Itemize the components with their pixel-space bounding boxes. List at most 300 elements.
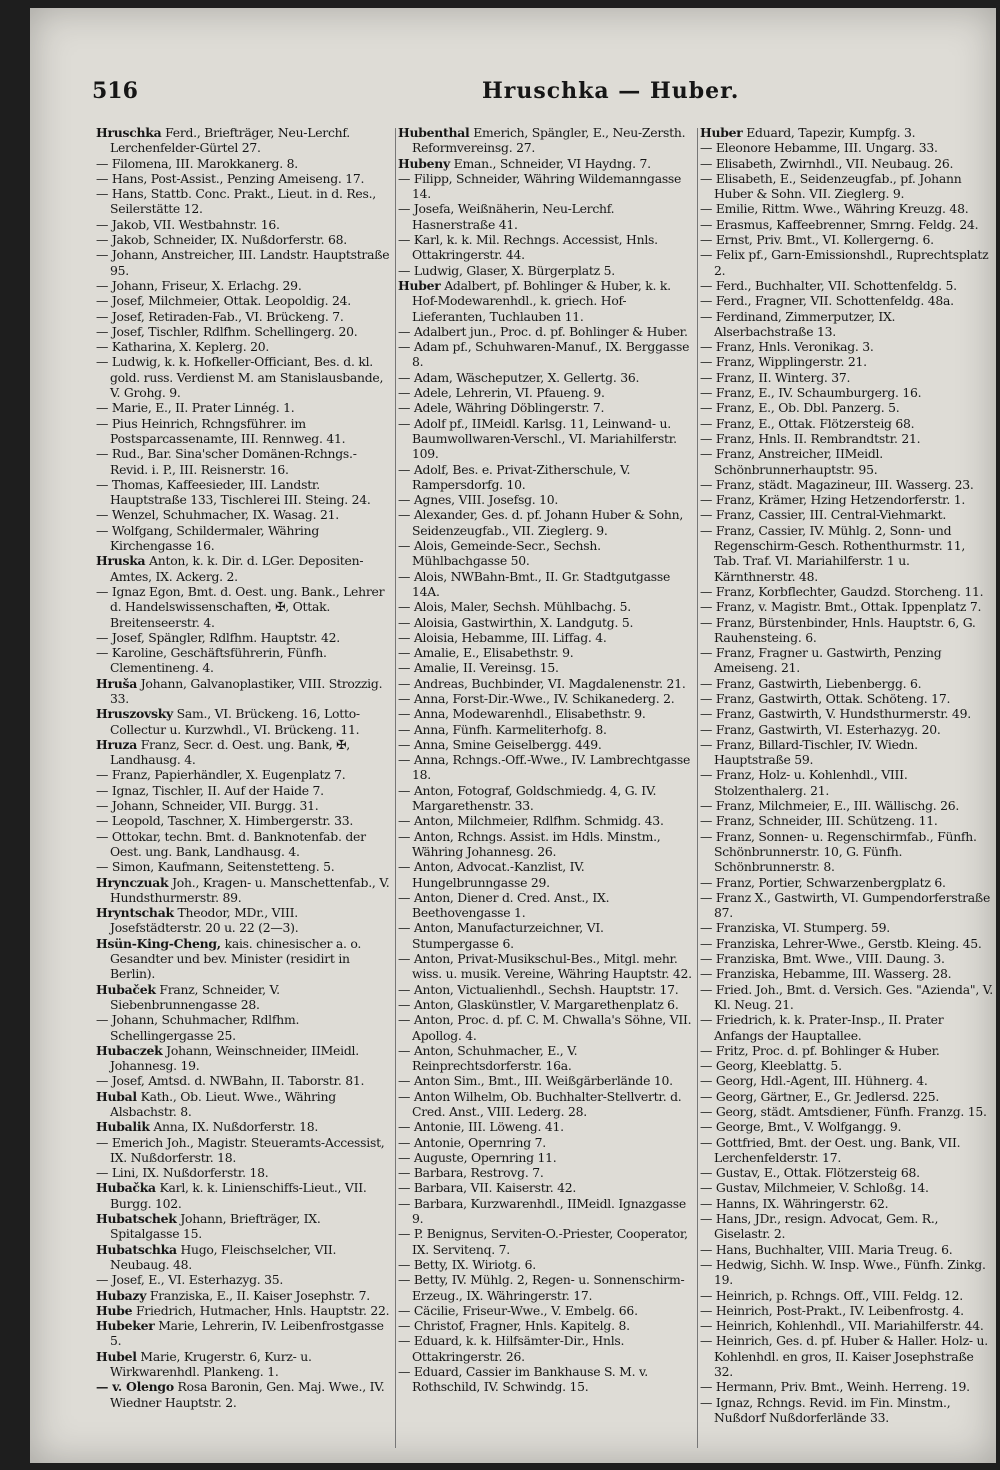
- directory-entry: [96, 783, 392, 798]
- entry-text: — Josef, Spängler, Rdlfhm. Hauptstr. 42.: [96, 629, 340, 645]
- entry-text: — George, Bmt., V. Wolfgangg. 9.: [700, 1119, 902, 1135]
- entry-surname: Hruza: [96, 736, 138, 752]
- entry-text: — Rud., Bar. Sina'scher Domänen-Rchngs.-Revid. i. P., III. Reisnerstr. 16.: [96, 446, 357, 477]
- entry-text: — Josef, Milchmeier, Ottak. Leopoldig. 24.: [96, 293, 351, 309]
- directory-entry: [96, 1012, 392, 1043]
- directory-entry: [398, 462, 694, 493]
- directory-entry: [398, 829, 694, 860]
- entry-text: Friedrich, Hutmacher, Hnls. Hauptstr. 22.: [132, 1302, 390, 1318]
- directory-entry: [96, 706, 392, 737]
- directory-entry: [700, 1303, 994, 1318]
- entry-text: — Wolfgang, Schildermaler, Währing Kirchengasse 16.: [96, 522, 320, 554]
- entry-text: Kath., Ob. Lieut. Wwe., Währing Alsbachstr. 8.: [110, 1088, 336, 1119]
- directory-entry: [398, 1165, 694, 1180]
- entry-text: — Josef, E., VI. Esterhazyg. 35.: [96, 1272, 284, 1288]
- directory-entry: [96, 247, 392, 278]
- entry-text: — Adolf, Bes. e. Privat-Zitherschule, V. Rampersdorfg. 10.: [398, 461, 631, 492]
- entry-text: — Alexander, Ges. d. pf. Johann Huber & Sohn, Seidenzeugfab., VII. Zieglerg. 9.: [398, 507, 684, 538]
- directory-entry: [700, 309, 994, 340]
- column-1: [96, 125, 392, 1410]
- entry-surname: — v. Olengo: [96, 1379, 174, 1395]
- entry-text: — Franz, E., Ob. Dbl. Panzerg. 5.: [700, 400, 900, 416]
- entry-text: Anna, IX. Nußdorferstr. 18.: [149, 1119, 319, 1135]
- directory-entry: [700, 737, 994, 768]
- directory-entry: [96, 1318, 392, 1349]
- entry-text: — Franz, Gastwirth, V. Hundsthurmerstr. 49.: [700, 706, 971, 722]
- directory-entry: [700, 370, 994, 385]
- directory-entry: [96, 630, 392, 645]
- entry-text: Johann, Galvanoplastiker, VIII. Strozzig. 33.: [110, 675, 383, 706]
- directory-entry: [96, 584, 392, 630]
- entry-text: — Anna, Forst-Dir.-Wwe., IV. Schikanederg. 2.: [398, 690, 675, 706]
- entry-text: — Filipp, Schneider, Währing Wildemanngasse 14.: [398, 170, 682, 202]
- entry-text: Franz, Schneider, V. Siebenbrunnengasse 28.: [110, 981, 280, 1012]
- directory-entry: [96, 217, 392, 232]
- entry-text: — Hedwig, Sichh. W. Insp. Wwe., Fünfh. Zinkg. 19.: [700, 1256, 986, 1288]
- entry-text: Franziska, E., II. Kaiser Josephstr. 7.: [146, 1287, 370, 1303]
- entry-text: Ferd., Briefträger, Neu-Lerchf. Lerchenfelder-Gürtel 27.: [110, 125, 350, 156]
- directory-entry: [700, 1318, 994, 1333]
- directory-entry: [96, 446, 392, 477]
- directory-entry: [398, 1089, 694, 1120]
- directory-entry: [700, 951, 994, 966]
- entry-text: — Hans, Stattb. Conc. Prakt., Lieut. in d. Res., Seilerstätte 12.: [96, 186, 376, 217]
- entry-text: — Anna, Rchngs.-Off.-Wwe., IV. Lambrechtgasse 18.: [398, 752, 691, 783]
- directory-entry: [398, 722, 694, 737]
- entry-text: — Ottokar, techn. Bmt. d. Banknotenfab. der Oest. ung. Bank, Landhausg. 4.: [96, 828, 366, 859]
- entry-text: — Felix pf., Garn-Emissionshdl., Ruprechtsplatz 2.: [700, 247, 989, 278]
- entry-text: — Franz, E., Ottak. Flötzersteig 68.: [700, 415, 915, 431]
- entry-text: — Franz, Hnls. II. Rembrandtstr. 21.: [700, 430, 921, 446]
- entry-text: — Heinrich, Post-Prakt., IV. Leibenfrostg. 4.: [700, 1302, 964, 1318]
- entry-text: — Johann, Friseur, X. Erlachg. 29.: [96, 277, 302, 293]
- directory-entry: [700, 431, 994, 446]
- entry-surname: Hubatschek: [96, 1211, 177, 1227]
- entry-surname: Hube: [96, 1302, 133, 1318]
- entry-text: — Franz, Sonnen- u. Regenschirmfab., Fünfh. Schönbrunnerstr. 10, G. Fünfh. Schönbrunnerstr. 8.: [700, 828, 977, 875]
- directory-entry: [96, 1379, 392, 1410]
- entry-text: — Josef, Tischler, Rdlfhm. Schellingerg. 20.: [96, 323, 358, 339]
- entry-text: — Adele, Lehrerin, VI. Pfaueng. 9.: [398, 385, 605, 401]
- directory-entry: [398, 370, 694, 385]
- directory-entry: [398, 890, 694, 921]
- directory-entry: [398, 1364, 694, 1395]
- entry-text: — Franz, v. Magistr. Bmt., Ottak. Ippenplatz 7.: [700, 599, 982, 615]
- directory-entry: [398, 1226, 694, 1257]
- entry-text: — Franz, Bürstenbinder, Hnls. Hauptstr. 6, G. Rauhensteing. 6.: [700, 614, 976, 645]
- directory-entry: [96, 339, 392, 354]
- directory-entry: [700, 1043, 994, 1058]
- entry-text: — Adam pf., Schuhwaren-Manuf., IX. Berggasse 8.: [398, 339, 690, 370]
- directory-entry: [398, 278, 694, 324]
- entry-text: — Franz, E., IV. Schaumburgerg. 16.: [700, 385, 922, 401]
- entry-surname: Hubeker: [96, 1318, 155, 1334]
- directory-entry: [700, 354, 994, 369]
- directory-entry: [398, 400, 694, 415]
- directory-entry: [398, 569, 694, 600]
- directory-entry: [398, 125, 694, 156]
- entry-text: — Barbara, Kurzwarenhdl., IIMeidl. Ignazgasse 9.: [398, 1195, 686, 1227]
- entry-text: — Amalie, E., Elisabethstr. 9.: [398, 645, 574, 661]
- directory-entry: [96, 829, 392, 860]
- directory-entry: [700, 920, 994, 935]
- entry-text: — Heinrich, p. Rchngs. Off., VIII. Feldg. 12.: [700, 1287, 963, 1303]
- directory-entry: [700, 1257, 994, 1288]
- entry-text: — Franz, städt. Magazineur, III. Wasserg. 23.: [700, 476, 974, 492]
- entry-text: — Anton, Manufacturzeichner, VI. Stumpergasse 6.: [398, 920, 604, 951]
- entry-text: — Anton, Fotograf, Goldschmiedg. 4, G. IV. Margarethenstr. 33.: [398, 782, 657, 814]
- directory-entry: [96, 293, 392, 308]
- entry-text: — Franz, Anstreicher, IIMeidl. Schönbrunnerhauptstr. 95.: [700, 446, 883, 477]
- entry-surname: Huber: [398, 277, 441, 293]
- entry-text: Hugo, Fleischselcher, VII. Neubaug. 48.: [110, 1241, 337, 1272]
- directory-entry: [700, 722, 994, 737]
- entry-text: — Elisabeth, E., Seidenzeugfab., pf. Johann Huber & Sohn. VII. Zieglerg. 9.: [700, 170, 962, 202]
- directory-entry: [96, 507, 392, 522]
- directory-entry: [398, 1303, 694, 1318]
- entry-text: — Franz, Papierhändler, X. Eugenplatz 7.: [96, 767, 346, 783]
- entry-text: — Franz, II. Winterg. 37.: [700, 369, 851, 385]
- entry-text: — Anton, Schuhmacher, E., V. Reinprechtsdorferstr. 16a.: [398, 1042, 578, 1074]
- directory-entry: [700, 936, 994, 951]
- entry-surname: Hubazy: [96, 1287, 147, 1303]
- directory-entry: [700, 706, 994, 721]
- entry-text: — Betty, IX. Wiriotg. 6.: [398, 1256, 536, 1272]
- directory-entry: [700, 232, 994, 247]
- directory-entry: [398, 1073, 694, 1088]
- directory-entry: [398, 1135, 694, 1150]
- directory-entry: [398, 339, 694, 370]
- directory-entry: [700, 584, 994, 599]
- directory-entry: [96, 737, 392, 768]
- entry-text: — Franziska, Bmt. Wwe., VIII. Daung. 3.: [700, 951, 945, 967]
- directory-entry: [398, 951, 694, 982]
- directory-entry: [700, 829, 994, 875]
- directory-entry: [96, 1089, 392, 1120]
- entry-text: — Gottfried, Bmt. der Oest. ung. Bank, VII. Lerchenfelderstr. 17.: [700, 1134, 961, 1165]
- entry-text: — Karl, k. k. Mil. Rechngs. Accessist, Hnls. Ottakringerstr. 44.: [398, 232, 658, 263]
- directory-entry: [96, 936, 392, 982]
- directory-entry: [96, 278, 392, 293]
- entry-text: — Anton, Milchmeier, Rdlfhm. Schmidg. 43.: [398, 813, 664, 829]
- directory-entry: [398, 492, 694, 507]
- directory-entry: [700, 278, 994, 293]
- entry-text: — Johann, Schneider, VII. Burgg. 31.: [96, 798, 319, 814]
- directory-entry: [398, 1318, 694, 1333]
- entry-text: — Georg, städt. Amtsdiener, Fünfh. Franzg. 15.: [700, 1104, 987, 1119]
- entry-text: — Hermann, Priv. Bmt., Weinh. Herreng. 19.: [700, 1379, 970, 1395]
- directory-entry: [398, 1043, 694, 1074]
- directory-entry: [700, 1333, 994, 1379]
- directory-entry: [700, 599, 994, 614]
- entry-text: Eman., Schneider, VI Haydng. 7.: [449, 155, 651, 171]
- entry-text: — Adele, Währing Döblingerstr. 7.: [398, 400, 605, 416]
- directory-entry: [398, 645, 694, 660]
- directory-entry: [398, 507, 694, 538]
- entry-text: — Leopold, Taschner, X. Himbergerstr. 33.: [96, 813, 354, 829]
- directory-entry: [700, 1180, 994, 1195]
- entry-text: — Ignaz, Rchngs. Revid. im Fin. Minstm., Nußdorf Nußdorferlände 33.: [700, 1394, 951, 1425]
- entry-surname: Hryntschak: [96, 905, 174, 921]
- directory-entry: [700, 1196, 994, 1211]
- directory-entry: [96, 645, 392, 676]
- directory-entry: [700, 1395, 994, 1426]
- entry-text: — Jakob, VII. Westbahnstr. 16.: [96, 216, 280, 232]
- directory-entry: [398, 615, 694, 630]
- entry-text: Johann, Briefträger, IX. Spitalgasse 15.: [110, 1211, 321, 1242]
- entry-text: Franz, Secr. d. Oest. ung. Bank, ✠, Landhausg. 4.: [110, 736, 350, 768]
- directory-entry: [398, 676, 694, 691]
- directory-entry: [398, 1119, 694, 1134]
- directory-entry: [96, 1119, 392, 1134]
- entry-text: — Anton, Victualienhdl., Sechsh. Hauptstr. 17.: [398, 981, 679, 997]
- directory-entry: [700, 798, 994, 813]
- directory-entry: [96, 1165, 392, 1180]
- entry-text: — Franz, Gastwirth, Ottak. Schöteng. 17.: [700, 690, 951, 706]
- entry-text: — Franz, Hnls. Veronikag. 3.: [700, 339, 874, 355]
- directory-entry: [700, 1104, 994, 1119]
- entry-text: — Aloisia, Hebamme, III. Liffag. 4.: [398, 629, 607, 645]
- entry-text: — Anton, Rchngs. Assist. im Hdls. Minstm., Währing Johannesg. 26.: [398, 828, 661, 859]
- entry-surname: Hruschka: [96, 125, 162, 140]
- directory-entry: [96, 324, 392, 339]
- directory-entry: [398, 997, 694, 1012]
- entry-surname: Hsün-King-Cheng,: [96, 935, 221, 951]
- entry-text: — Ferdinand, Zimmerputzer, IX. Alserbachstraße 13.: [700, 308, 896, 339]
- page-header: [92, 78, 992, 118]
- entry-text: — Franz, Billard-Tischler, IV. Wiedn. Hauptstraße 59.: [700, 736, 918, 768]
- entry-text: — Anton, Proc. d. pf. C. M. Chwalla's Söhne, VII. Apollog. 4.: [398, 1012, 692, 1043]
- directory-entry: [398, 599, 694, 614]
- directory-entry: [398, 1012, 694, 1043]
- entry-text: — Filomena, III. Marokkanerg. 8.: [96, 155, 298, 171]
- entry-text: — Pius Heinrich, Rchngsführer. im Postsparcassenamte, III. Rennweg. 41.: [96, 415, 346, 446]
- entry-surname: Hruszovsky: [96, 706, 173, 722]
- directory-entry: [700, 523, 994, 584]
- entry-text: — Georg, Kleeblattg. 5.: [700, 1058, 842, 1074]
- entry-surname: Hubel: [96, 1348, 137, 1364]
- entry-text: — Jakob, Schneider, IX. Nußdorferstr. 68.: [96, 232, 347, 248]
- entry-surname: Hruska: [96, 553, 146, 569]
- directory-entry: [700, 416, 994, 431]
- directory-entry: [96, 1288, 392, 1303]
- entry-text: — Franziska, Hebamme, III. Wasserg. 28.: [700, 966, 952, 982]
- directory-entry: [398, 737, 694, 752]
- entry-text: — Franz, Milchmeier, E., III. Wällischg. 26.: [700, 798, 960, 814]
- page-title: Hruschka — Huber.: [482, 78, 740, 104]
- directory-entry: [96, 232, 392, 247]
- directory-entry: [398, 201, 694, 232]
- entry-text: — Wenzel, Schuhmacher, IX. Wasag. 21.: [96, 507, 339, 523]
- entry-text: — Andreas, Buchbinder, VI. Magdalenenstr. 21.: [398, 675, 686, 691]
- entry-text: Marie, Krugerstr. 6, Kurz- u. Wirkwarenhdl. Plankeng. 1.: [110, 1348, 312, 1380]
- entry-surname: Hubaczek: [96, 1042, 163, 1058]
- directory-entry: [96, 982, 392, 1013]
- directory-entry: [96, 477, 392, 508]
- entry-text: — Ignaz Egon, Bmt. d. Oest. ung. Bank., Lehrer d. Handelswissenschaften, ✠, Ottak. Breitenseerstr. 4.: [96, 583, 385, 630]
- directory-entry: [96, 156, 392, 171]
- entry-text: — Josef, Amtsd. d. NWBahn, II. Taborstr. 81.: [96, 1073, 365, 1089]
- directory-entry: [700, 293, 994, 308]
- entry-text: — Antonie, Opernring 7.: [398, 1134, 546, 1150]
- entry-text: — Eduard, Cassier im Bankhause S. M. v. Rothschild, IV. Schwindg. 15.: [398, 1364, 648, 1395]
- entry-text: — Johann, Anstreicher, III. Landstr. Hauptstraße 95.: [96, 247, 390, 278]
- entry-text: — Josefa, Weißnäherin, Neu-Lerchf. Hasnerstraße 41.: [398, 201, 615, 232]
- directory-entry: [700, 1012, 994, 1043]
- entry-text: — Simon, Kaufmann, Seitenstetteng. 5.: [96, 859, 335, 875]
- entry-text: — Amalie, II. Vereinsg. 15.: [398, 660, 559, 676]
- entry-surname: Hubeny: [398, 155, 450, 171]
- directory-entry: [700, 676, 994, 691]
- entry-text: — Eduard, k. k. Hilfsämter-Dir., Hnls. Ottakringerstr. 26.: [398, 1333, 625, 1364]
- directory-entry: [398, 1257, 694, 1272]
- directory-entry: [700, 446, 994, 477]
- entry-text: — Anton Sim., Bmt., III. Weißgärberlände 10.: [398, 1073, 673, 1089]
- entry-surname: Hubaček: [96, 981, 156, 997]
- directory-entry: [700, 492, 994, 507]
- directory-entry: [398, 630, 694, 645]
- directory-entry: [96, 1349, 392, 1380]
- entry-surname: Hubenthal: [398, 125, 470, 140]
- entry-text: — Franz, Cassier, III. Central-Viehmarkt.: [700, 507, 947, 523]
- entry-text: — Hans, JDr., resign. Advocat, Gem. R., Giselastr. 2.: [700, 1211, 939, 1242]
- directory-entry: [700, 1211, 994, 1242]
- entry-text: — Franz, Wipplingerstr. 21.: [700, 354, 867, 370]
- directory-entry: [700, 1058, 994, 1073]
- directory-entry: [398, 156, 694, 171]
- directory-entry: [398, 263, 694, 278]
- directory-entry: [700, 1165, 994, 1180]
- entry-text: — Gustav, Milchmeier, V. Schloßg. 14.: [700, 1180, 929, 1196]
- directory-entry: [398, 691, 694, 706]
- directory-entry: [700, 645, 994, 676]
- directory-entry: [398, 706, 694, 721]
- directory-entry: [700, 156, 994, 171]
- directory-entry: [398, 859, 694, 890]
- directory-entry: [700, 339, 994, 354]
- directory-entry: [700, 982, 994, 1013]
- directory-entry: [398, 752, 694, 783]
- entry-surname: Hrynczuak: [96, 874, 169, 890]
- entry-text: — Franz, Krämer, Hzing Hetzendorferstr. 1.: [700, 492, 966, 508]
- entry-text: — Anton Wilhelm, Ob. Buchhalter-Stellvertr. d. Cred. Anst., VIII. Lederg. 28.: [398, 1088, 682, 1119]
- entry-text: — Hans, Post-Assist., Penzing Ameiseng. 17.: [96, 170, 365, 186]
- directory-entry: [700, 1379, 994, 1394]
- directory-page: [30, 8, 996, 1463]
- entry-text: — Franz, Gastwirth, VI. Esterhazyg. 20.: [700, 721, 941, 737]
- entry-text: — Barbara, Restrovg. 7.: [398, 1165, 544, 1181]
- directory-entry: [398, 171, 694, 202]
- entry-text: — Ludwig, k. k. Hofkeller-Officiant, Bes. d. kl. gold. russ. Verdienst M. am Stanislausbande, V. Grohg. 9.: [96, 354, 384, 401]
- directory-entry: [398, 982, 694, 997]
- entry-text: — Johann, Schuhmacher, Rdlfhm. Schellingergasse 25.: [96, 1012, 300, 1043]
- directory-entry: [700, 400, 994, 415]
- entry-text: — Franz, Portier, Schwarzenbergplatz 6.: [700, 874, 946, 890]
- entry-text: Sam., VI. Brückeng. 16, Lotto-Collectur u. Kurzwhdl., VI. Brückeng. 11.: [110, 706, 360, 737]
- directory-entry: [96, 875, 392, 906]
- entry-text: — Katharina, X. Keplerg. 20.: [96, 339, 270, 355]
- directory-entry: [398, 232, 694, 263]
- column-divider: [395, 128, 396, 1448]
- directory-entry: [700, 890, 994, 921]
- entry-surname: Hubačka: [96, 1180, 156, 1196]
- directory-entry: [700, 1135, 994, 1166]
- entry-text: Marie, Lehrerin, IV. Leibenfrostgasse 5.: [110, 1318, 384, 1349]
- entry-text: — Fritz, Proc. d. pf. Bohlinger & Huber.: [700, 1042, 940, 1058]
- directory-entry: [96, 171, 392, 186]
- directory-entry: [96, 1180, 392, 1211]
- entry-text: — Josef, Retiraden-Fab., VI. Brückeng. 7.: [96, 308, 344, 324]
- directory-entry: [96, 523, 392, 554]
- directory-entry: [398, 1272, 694, 1303]
- entry-text: — Ludwig, Glaser, X. Bürgerplatz 5.: [398, 262, 615, 278]
- entry-text: — Anna, Smine Geiselbergg. 449.: [398, 736, 602, 752]
- directory-entry: [96, 125, 392, 156]
- entry-text: — Gustav, E., Ottak. Flötzersteig 68.: [700, 1165, 920, 1181]
- entry-surname: Hruša: [96, 675, 137, 691]
- entry-text: kais. chinesischer a. o. Gesandter und bev. Minister (residirt in Berlin).: [110, 935, 362, 982]
- entry-text: — P. Benignus, Serviten-O.-Priester, Cooperator, IX. Servitenq. 7.: [398, 1226, 688, 1257]
- entry-text: — Adam, Wäscheputzer, X. Gellertg. 36.: [398, 369, 640, 385]
- entry-text: — Fried. Joh., Bmt. d. Versich. Ges. "Azienda", V. Kl. Neug. 21.: [700, 981, 993, 1012]
- entry-text: — Erasmus, Kaffeebrenner, Smrng. Feldg. 24.: [700, 216, 979, 232]
- entry-text: — Lini, IX. Nußdorferstr. 18.: [96, 1165, 269, 1181]
- entry-text: Adalbert, pf. Bohlinger & Huber, k. k. Hof-Modewarenhdl., k. griech. Hof-Lieferanten, Tuchlauben 11.: [412, 277, 671, 324]
- directory-entry: [96, 186, 392, 217]
- entry-text: Rosa Baronin, Gen. Maj. Wwe., IV. Wiedner Hauptstr. 2.: [110, 1379, 385, 1410]
- entry-text: — Alois, Gemeinde-Secr., Sechsh. Mühlbachgasse 50.: [398, 538, 601, 569]
- entry-text: — Ferd., Buchhalter, VII. Schottenfeldg. 5.: [700, 277, 957, 293]
- directory-entry: [700, 385, 994, 400]
- entry-text: — Ignaz, Tischler, II. Auf der Haide 7.: [96, 782, 324, 798]
- directory-entry: [96, 798, 392, 813]
- directory-entry: [398, 1150, 694, 1165]
- directory-entry: [398, 416, 694, 462]
- directory-entry: [700, 217, 994, 232]
- entry-text: — Adalbert jun., Proc. d. pf. Bohlinger & Huber.: [398, 323, 688, 339]
- entry-text: — Elisabeth, Zwirnhdl., VII. Neubaug. 26.: [700, 155, 954, 171]
- entry-text: — Hanns, IX. Währingerstr. 62.: [700, 1195, 889, 1211]
- directory-entry: [700, 507, 994, 522]
- entry-text: — Heinrich, Ges. d. pf. Huber & Haller. Holz- u. Kohlenhdl. en gros, II. Kaiser Josephstraße 32.: [700, 1333, 988, 1380]
- entry-text: Eduard, Tapezir, Kumpfg. 3.: [742, 125, 916, 140]
- directory-entry: [96, 354, 392, 400]
- directory-entry: [700, 1089, 994, 1104]
- entry-text: — Ernst, Priv. Bmt., VI. Kollergerng. 6.: [700, 232, 934, 248]
- directory-entry: [96, 1043, 392, 1074]
- directory-entry: [700, 125, 994, 140]
- directory-entry: [700, 201, 994, 216]
- entry-text: — Emilie, Rittm. Wwe., Währing Kreuzg. 48.: [700, 201, 969, 217]
- directory-entry: [96, 309, 392, 324]
- directory-entry: [700, 767, 994, 798]
- entry-text: — Anna, Modewarenhdl., Elisabethstr. 9.: [398, 706, 646, 722]
- directory-entry: [700, 691, 994, 706]
- directory-entry: [700, 813, 994, 828]
- entry-text: — Antonie, III. Löweng. 41.: [398, 1119, 564, 1135]
- directory-entry: [398, 783, 694, 814]
- entry-text: — Anton, Privat-Musikschul-Bes., Mitgl. mehr. wiss. u. musik. Vereine, Währing Hauptstr. 42.: [398, 951, 692, 982]
- entry-text: — Anton, Diener d. Cred. Anst., IX. Beethovengasse 1.: [398, 889, 610, 921]
- directory-entry: [96, 553, 392, 584]
- directory-entry: [398, 324, 694, 339]
- entry-text: — Agnes, VIII. Josefsg. 10.: [398, 492, 559, 508]
- entry-text: — Christof, Fragner, Hnls. Kapitelg. 8.: [398, 1318, 630, 1334]
- directory-entry: [96, 905, 392, 936]
- directory-entry: [398, 1196, 694, 1227]
- entry-text: — Franz, Gastwirth, Liebenbergg. 6.: [700, 675, 922, 691]
- entry-text: — Franziska, Lehrer-Wwe., Gerstb. Kleing. 45.: [700, 935, 982, 951]
